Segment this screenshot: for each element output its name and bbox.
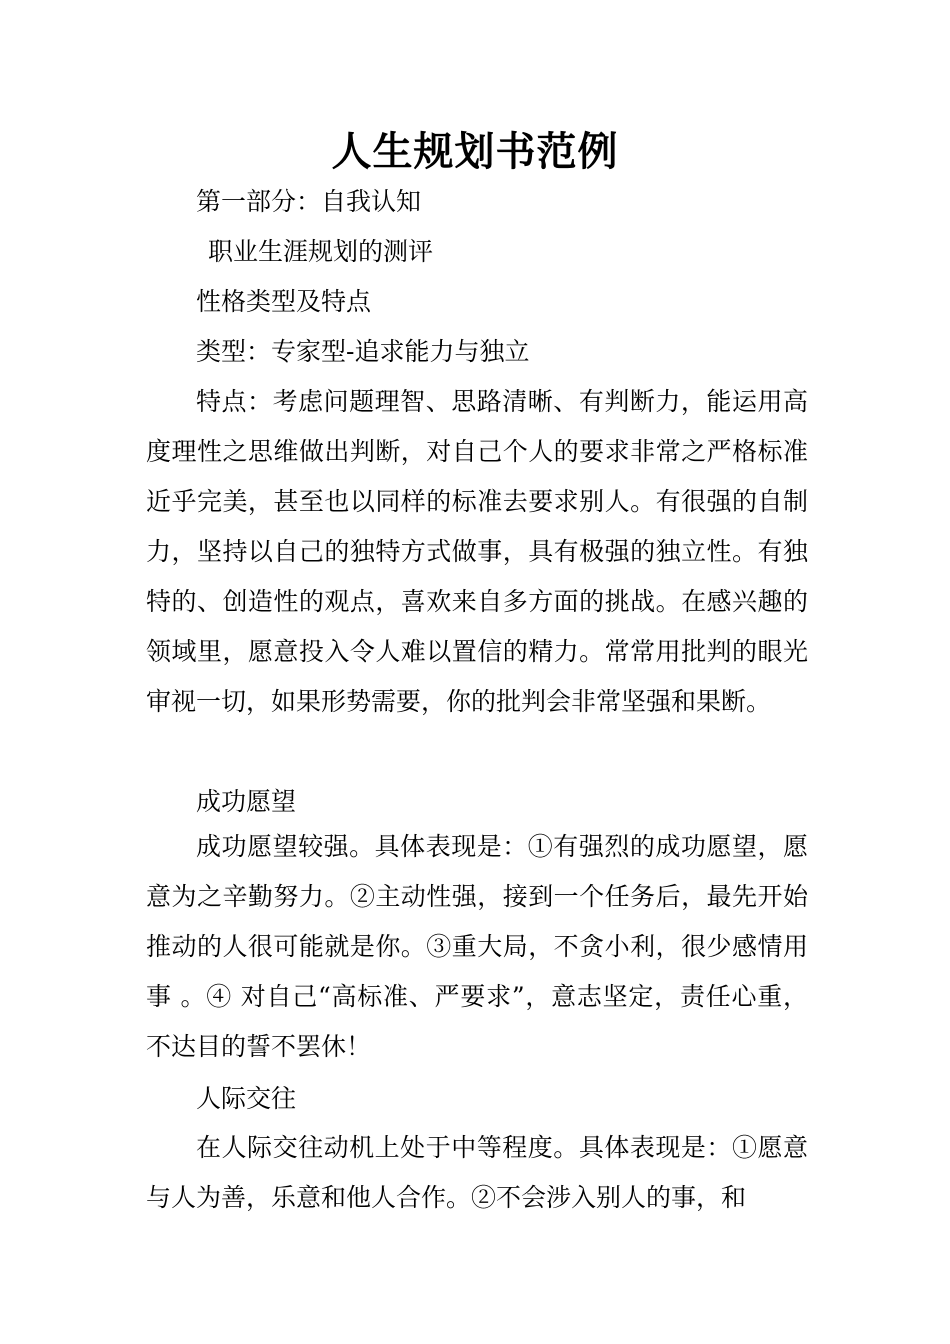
- traits-paragraph: 特点：考虑问题理智、思路清晰、有判断力，能运用高度理性之思维做出判断，对自己个人的要求非常之严格标准近乎完美，甚至也以同样的标准去要求别人。有很强的自制力，坚持以自己的独特方式做事，具有极强的独立性。有独特的、创造性的观点，喜欢来自多方面的挑战。在感兴趣的领域里，愿意投入令人难以置信的精力。常常用批判的眼光审视一切，如果形势需要，你的批判会非常坚强和果断。: [146, 387, 808, 716]
- section-heading-self-awareness: 第一部分：自我认知: [196, 187, 422, 216]
- interpersonal-paragraph: 在人际交往动机上处于中等程度。具体表现是：①愿意与人为善，乐意和他人合作。②不会涉入别人的事，和: [146, 1133, 808, 1212]
- personality-type-line: 类型：专家型-追求能力与独立: [196, 337, 530, 366]
- subheading-interpersonal: 人际交往: [196, 1084, 297, 1113]
- subheading-career-assessment: 职业生涯规划的测评: [208, 237, 434, 266]
- success-paragraph: 成功愿望较强。具体表现是：①有强烈的成功愿望，愿意为之辛勤努力。②主动性强，接到一个任务后，最先开始推动的人很可能就是你。③重大局，不贪小利，很少感情用事 。④ 对自己“高标准、严要求”，意志坚定，责任心重，不达目的誓不罢休！: [146, 832, 808, 1061]
- subheading-success-desire: 成功愿望: [196, 787, 297, 816]
- document-title: 人生规划书范例: [331, 128, 619, 175]
- subheading-personality: 性格类型及特点: [196, 287, 372, 316]
